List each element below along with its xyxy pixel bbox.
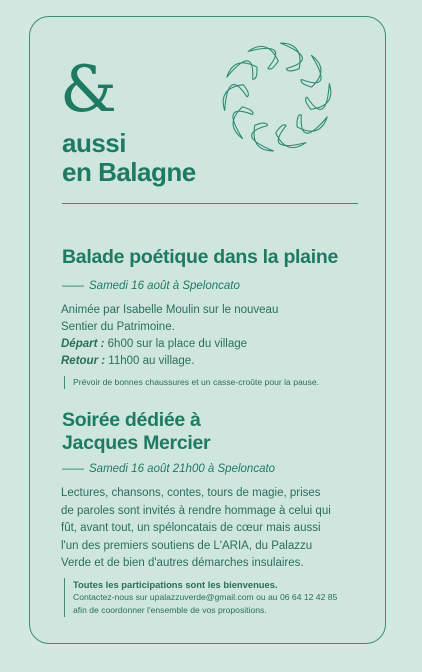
event-2-note-line-3: afin de coordonner l'ensemble de vos propositions. bbox=[73, 605, 267, 615]
event-1-body-line-2: Sentier du Patrimoine. bbox=[61, 321, 175, 333]
event-1-description bbox=[61, 302, 278, 370]
event-2-body-line: l'un des premiers soutiens de L'ARIA, du Palazzu bbox=[61, 539, 313, 552]
heading-line-1: aussi bbox=[62, 128, 126, 158]
event-2-body-line: Verde et de bien d'autres démarches insulaires. bbox=[61, 557, 304, 570]
event-2-note-line-2: Contactez-nous sur upalazzuverde@gmail.com ou au 06 64 12 42 85 bbox=[73, 592, 338, 602]
event-2-body-line: Lectures, chansons, contes, tours de magie, prises bbox=[61, 487, 321, 499]
event-2-description bbox=[61, 485, 331, 573]
event-2-body-line: fût, avant tout, un spéloncatais de cœur mais aussi bbox=[61, 522, 321, 535]
ampersand-glyph: & bbox=[60, 53, 117, 127]
knot-loop bbox=[233, 107, 253, 139]
header-divider bbox=[62, 203, 358, 204]
date-dash: —— bbox=[62, 463, 83, 475]
event-2-note-line-1: Toutes les participations sont les bienvenues. bbox=[73, 579, 278, 590]
knot-loop bbox=[252, 123, 274, 151]
event-1-date-text: Samedi 16 août à Speloncato bbox=[89, 280, 240, 292]
knot-logo-icon bbox=[212, 32, 342, 162]
event-1-note bbox=[64, 376, 319, 389]
event-2-title-line-1: Soirée dédiée à bbox=[62, 409, 201, 431]
knot-loop bbox=[306, 84, 331, 110]
knot-loop bbox=[276, 125, 306, 148]
knot-loop bbox=[223, 85, 248, 111]
knot-loop bbox=[281, 43, 303, 71]
depart-label: Départ : bbox=[61, 338, 105, 350]
event-2-date-text: Samedi 16 août 21h00 à Speloncato bbox=[89, 463, 276, 475]
event-1-note-text: Prévoir de bonnes chaussures et un casse-croûte pour la pause. bbox=[73, 377, 320, 387]
knot-loop bbox=[297, 115, 327, 134]
knot-loop bbox=[248, 46, 278, 69]
heading-line-2: en Balagne bbox=[62, 157, 196, 187]
event-2-date bbox=[62, 462, 275, 476]
event-1-retour bbox=[61, 353, 278, 370]
knot-loop bbox=[227, 61, 257, 80]
event-1-date bbox=[62, 279, 240, 293]
depart-value: 6h00 sur la place du village bbox=[104, 338, 248, 350]
date-dash: —— bbox=[62, 280, 83, 292]
event-2-note bbox=[64, 578, 337, 617]
event-2-title-line-2: Jacques Mercier bbox=[62, 432, 211, 454]
knot-loop bbox=[301, 55, 321, 87]
event-1-title-text: Balade poétique dans la plaine bbox=[62, 246, 338, 268]
retour-label: Retour : bbox=[61, 355, 106, 367]
event-2-title bbox=[62, 409, 210, 455]
event-1-body-line-1: Animée par Isabelle Moulin sur le nouveau bbox=[61, 304, 279, 316]
section-heading bbox=[62, 129, 196, 187]
retour-value: 11h00 au village. bbox=[105, 355, 195, 367]
event-1-title bbox=[62, 246, 338, 269]
event-2-body-line: de paroles sont invités à rendre hommage à celui qui bbox=[61, 504, 331, 517]
event-1-depart bbox=[61, 336, 278, 353]
